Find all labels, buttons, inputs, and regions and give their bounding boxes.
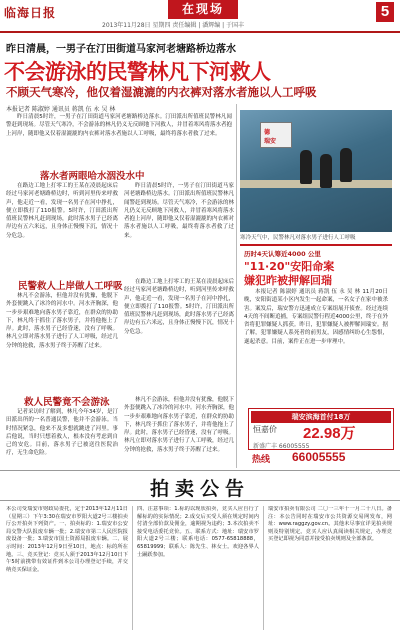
- masthead-rule: [0, 31, 400, 33]
- issue-meta: 2013年11月28日 星期四 责任编辑 | 潘辉编 | 于国丰: [102, 22, 245, 29]
- story-intro: 昨日清晨5时许，一男子在汀田街道马家河老塘路桥边落水。汀田派出所值班民警林凡闻警赶到现场。尽管天气寒冷，不会游泳的林凡仍义无反顾地下河救人，并冒着寒风将落水者抱上河岸，随即他又仅着湿漉漉的内衣裤对落水者施以人工呼吸，最终将落水者救了过来。: [6, 114, 232, 137]
- person-figure: [320, 154, 332, 188]
- ad-footer: 新盛广丰 66005555: [253, 443, 310, 450]
- ad-title: 瑞安滨海首付18万: [251, 411, 391, 423]
- ad-phone-bar[interactable]: [248, 450, 392, 466]
- auction-column-3: 瑞安市拍卖有限公司 二〇一三年十一月二十八日。备注：本公告同时在瑞安市公共资源交易网发布，网址：www.raggzy.gov.cn。其他未尽事宜详见拍卖规则及特别规定。竞买人应认真阅读相关规定，办理竞买登记即视为同意并接受拍卖规则及全部条款。: [268, 506, 392, 543]
- story-kicker: 昨日清晨，一男子在汀田街道马家河老塘路桥边落水: [6, 44, 236, 55]
- ad-badge: 德 瑞安: [260, 122, 292, 148]
- page-number: 5: [376, 2, 394, 22]
- phone-number: 66005555: [292, 450, 346, 464]
- section-body-col2: 昨日清晨5时许，一男子在汀田街道马家河老塘路桥边落水。汀田派出所值班民警林凡闻警赶到现场。尽管天气寒冷，不会游泳的林凡仍义无反顾地下河救人，并冒着寒风将落水者抱上河岸，随即他又仅着湿漉漉的内衣裤对落水者施以人工呼吸，最终将落水者救了过来。: [124, 183, 234, 239]
- main-photo-caption: 寒冷天气中，民警林凡对落水男子进行人工呼吸: [240, 235, 356, 241]
- case-body: 本报记者 陈淑婷 通讯员 蒋凯 伍 永 吴 林 11月20日晚，安阳街道某小区内发生一起命案，一名女子在家中被杀害。案发后，瑞安警方迅速成立专案组展开侦查。经过连续4天的不间断追捕，专案组民警行程近4000公里，终于在外省将犯罪嫌疑人抓获。昨日，犯罪嫌疑人被押解回瑞安。据了解，犯罪嫌疑人系死者的前男友，因感情纠纷心生怨恨，遂起杀意。目前，案件正在进一步审理中。: [244, 289, 388, 345]
- auction-divider: [0, 500, 400, 501]
- auction-column-2: 四、注意事项：1.标的以现状拍卖，竞买人应自行了解标的的实际情况；2.成交后买受人须在规定时间内付清全部价款及佣金，逾期视为违约；3.本次拍卖不接受电话委托竞价。五、联系方式：地址：瑞安市罗阳大道2号三楼；联系电话：0577-65818888，65819999；联系人：陈先生、林女士。欢迎各界人士踊跃参加。: [137, 506, 259, 558]
- section-heading: 落水者两眼哈水洇没水中: [40, 171, 145, 182]
- column-divider: [236, 104, 237, 468]
- case-kicker: 历时4天认筹近4000 公里: [244, 250, 321, 258]
- ad-price-label: 恒嘉价: [253, 425, 277, 434]
- case-headline-1: "11·20"安阳命案: [244, 260, 335, 273]
- main-headline: 不会游泳的民警林凡下河救人: [4, 60, 271, 84]
- section-body-col2: 林凡不会游泳，但他并没有犹豫，他脱下外套便跳入了冰冷的河水中。河水齐胸深，他一步步艰难地向落水男子靠近，在群众的协助下，林凡终于抓住了落水男子，并将他拖上了岸。此时，落水男子已经昏迷，没有了呼吸。林凡立即对落水男子进行了人工呼吸，经过几分钟的抢救，落水男子终于苏醒了过来。: [124, 397, 234, 453]
- auction-top-rule: [0, 470, 400, 471]
- section-heading: 救人民警竟不会游泳: [24, 397, 110, 408]
- section-body: 在路边工地上打零工的王某在凌晨起床后经过马家河老塘路桥边时，听到河里传来呼救声，他走近一看，发现一名男子在河中挣扎，便立即拨打了110报警。5时许，汀田派出所值班民警林凡赶到现场，此时落水男子已经离岸边有五六米远，且身体正慢慢下沉，情况十分危急。: [6, 183, 118, 239]
- masthead: [0, 0, 400, 34]
- column-divider: [132, 506, 133, 630]
- ad-price: 22.98万: [303, 425, 356, 442]
- story-byline: 本报记者 陈淑婷 通讯员 蒋凯 伍 永 吴 林: [6, 106, 116, 113]
- phone-label: 热线: [252, 455, 271, 465]
- person-figure: [340, 148, 352, 182]
- case-report-box: [240, 244, 392, 408]
- section-heading: 民警救人上岸做人工呼吸: [18, 281, 123, 292]
- property-ad[interactable]: [248, 408, 394, 450]
- person-figure: [300, 150, 312, 184]
- rescue-photo: [240, 110, 392, 232]
- section-body-col2: 在路边工地上打零工的王某在凌晨起床后经过马家河老塘路桥边时，听到河里传来呼救声，他走近一看，发现一名男子在河中挣扎，便立即拨打了110报警。5时许，汀田派出所值班民警林凡赶到现场，此时落水男子已经离岸边有五六米远，且身体正慢慢下沉，情况十分危急。: [124, 279, 234, 335]
- case-headline-2: 嫌犯昨被押解回瑞: [244, 274, 332, 287]
- riverbank: [240, 180, 392, 188]
- auction-title: 拍卖公告: [149, 478, 250, 500]
- newspaper-logo: 临海日报: [4, 6, 57, 20]
- sub-headline: 不顾天气寒冷，他仅着湿漉漉的内衣裤对落水者施以人工呼吸: [6, 85, 317, 99]
- section-label: 在现场: [168, 0, 238, 19]
- auction-column-1: 本公司受瑞安市财政局委托，定于2013年12月11日（星期三）下午3:30在瑞安市罗阳大道2号三楼拍卖厅公开拍卖下列资产。一、拍卖标的：1.瑞安市公安局交警大队报废车辆一批；2.瑞安市第二人民医院报废设备一批；3.瑞安市国土资源局报废车辆。二、展示时间：2013年12月9日至10日，地点：标的所在地。三、竞买登记：竞买人须于2013年12月10日下午5时前携带有效证件到本公司办理登记手续，并交纳竞买保证金。: [6, 506, 128, 573]
- column-divider: [263, 506, 264, 630]
- section-body: 记者采访时了解到，林凡今年34岁，是汀田派出所的一名普通民警，他并不会游泳。当时情况紧急，他来不及多想就跳进了河里。事后他说，当时只想着救人，根本没有考虑到自己的安危。目前，落水男子已被送往医院治疗，无生命危险。: [6, 409, 118, 457]
- section-body: 林凡不会游泳，但他并没有犹豫，他脱下外套便跳入了冰冷的河水中。河水齐胸深，他一步步艰难地向落水男子靠近，在群众的协助下，林凡终于抓住了落水男子，并将他拖上了岸。此时，落水男子已经昏迷，没有了呼吸。林凡立即对落水男子进行了人工呼吸，经过几分钟的抢救，落水男子终于苏醒了过来。: [6, 293, 118, 349]
